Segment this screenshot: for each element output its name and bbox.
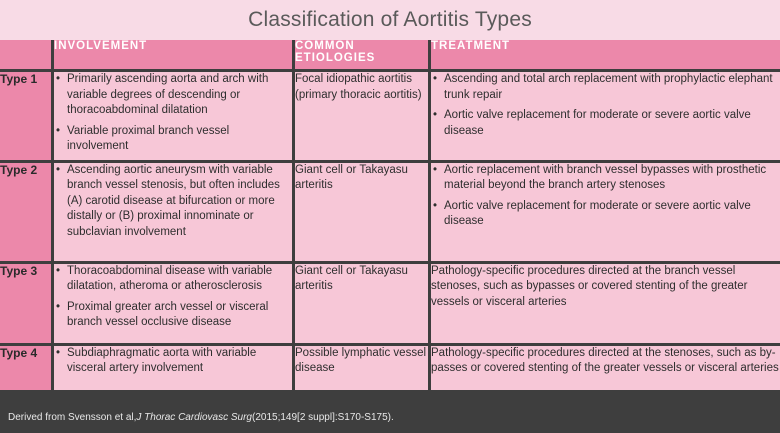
treatment-text: Pathology-specific procedures directed at the stenoses, such as by-passes or covered stenting of the greater vessels or visceral arteries bbox=[431, 346, 779, 374]
etiology-cell bbox=[295, 346, 431, 393]
treatment-cell bbox=[431, 163, 780, 264]
table-row-type-2 bbox=[0, 163, 780, 264]
treatment-item: • Ascending and total arch replacement with prophylactic elephant trunk repair bbox=[431, 72, 780, 103]
etiology-text: Giant cell or Takayasu arteritis bbox=[295, 163, 408, 191]
header-row bbox=[0, 40, 780, 72]
etiology-text: Giant cell or Takayasu arteritis bbox=[295, 264, 408, 292]
involvement-item: • Thoracoabdominal disease with variable dilatation, atheroma or atherosclerosis bbox=[54, 264, 292, 295]
table-row-type-1 bbox=[0, 72, 780, 163]
source-footnote bbox=[0, 401, 780, 433]
row-label: Type 3 bbox=[0, 264, 54, 346]
footnote-suffix: (2015;149[2 suppl]:S170-S175). bbox=[252, 411, 394, 423]
row-label: Type 4 bbox=[0, 346, 54, 393]
involvement-item: • Proximal greater arch vessel or visceral branch vessel occlusive disease bbox=[54, 300, 292, 331]
etiology-text: Focal idiopathic aortitis (primary thoracic aortitis) bbox=[295, 73, 422, 101]
involvement-item: • Primarily ascending aorta and arch with variable degrees of descending or thoracoabdominal dilatation bbox=[54, 72, 292, 119]
involvement-item: • Ascending aortic aneurysm with variable branch vessel stenosis, but often includes (A) carotid disease at bifurcation or more distally or (B) proximal innominate or subclavian involvement bbox=[54, 163, 292, 241]
treatment-cell bbox=[431, 346, 780, 393]
header-etiologies: COMMON ETIOLOGIES bbox=[295, 40, 431, 72]
treatment-cell bbox=[431, 72, 780, 163]
row-label: Type 1 bbox=[0, 72, 54, 163]
table-row-type-3 bbox=[0, 264, 780, 346]
involvement-cell bbox=[54, 72, 295, 163]
involvement-item: • Variable proximal branch vessel involvement bbox=[54, 124, 292, 155]
title-bar bbox=[0, 0, 780, 40]
involvement-item: • Subdiaphragmatic aorta with variable visceral artery involvement bbox=[54, 346, 292, 377]
treatment-item: • Aortic valve replacement for moderate or severe aortic valve disease bbox=[431, 199, 780, 230]
involvement-cell bbox=[54, 264, 295, 346]
header-corner bbox=[0, 40, 54, 72]
row-label: Type 2 bbox=[0, 163, 54, 264]
treatment-cell bbox=[431, 264, 780, 346]
etiology-cell bbox=[295, 72, 431, 163]
treatment-item: • Aortic replacement with branch vessel bypasses with prosthetic material beyond the branch artery stenoses bbox=[431, 163, 780, 194]
footnote-journal: J Thorac Cardiovasc Surg bbox=[136, 411, 252, 423]
table-row-type-4 bbox=[0, 346, 780, 393]
classification-table bbox=[0, 40, 780, 393]
etiology-cell bbox=[295, 163, 431, 264]
treatment-item: • Aortic valve replacement for moderate or severe aortic valve disease bbox=[431, 108, 780, 139]
figure-title: Classification of Aortitis Types bbox=[248, 8, 532, 31]
treatment-text: Pathology-specific procedures directed at the branch vessel stenoses, such as bypasses or covered stenting of the greater vessels or visceral arteries bbox=[431, 264, 748, 308]
involvement-cell bbox=[54, 346, 295, 393]
etiology-cell bbox=[295, 264, 431, 346]
etiology-text: Possible lymphatic vessel disease bbox=[295, 346, 427, 374]
involvement-cell bbox=[54, 163, 295, 264]
footnote-prefix: Derived from Svensson et al, bbox=[8, 411, 137, 423]
header-involvement: INVOLVEMENT bbox=[54, 40, 295, 72]
header-treatment: TREATMENT bbox=[431, 40, 780, 72]
